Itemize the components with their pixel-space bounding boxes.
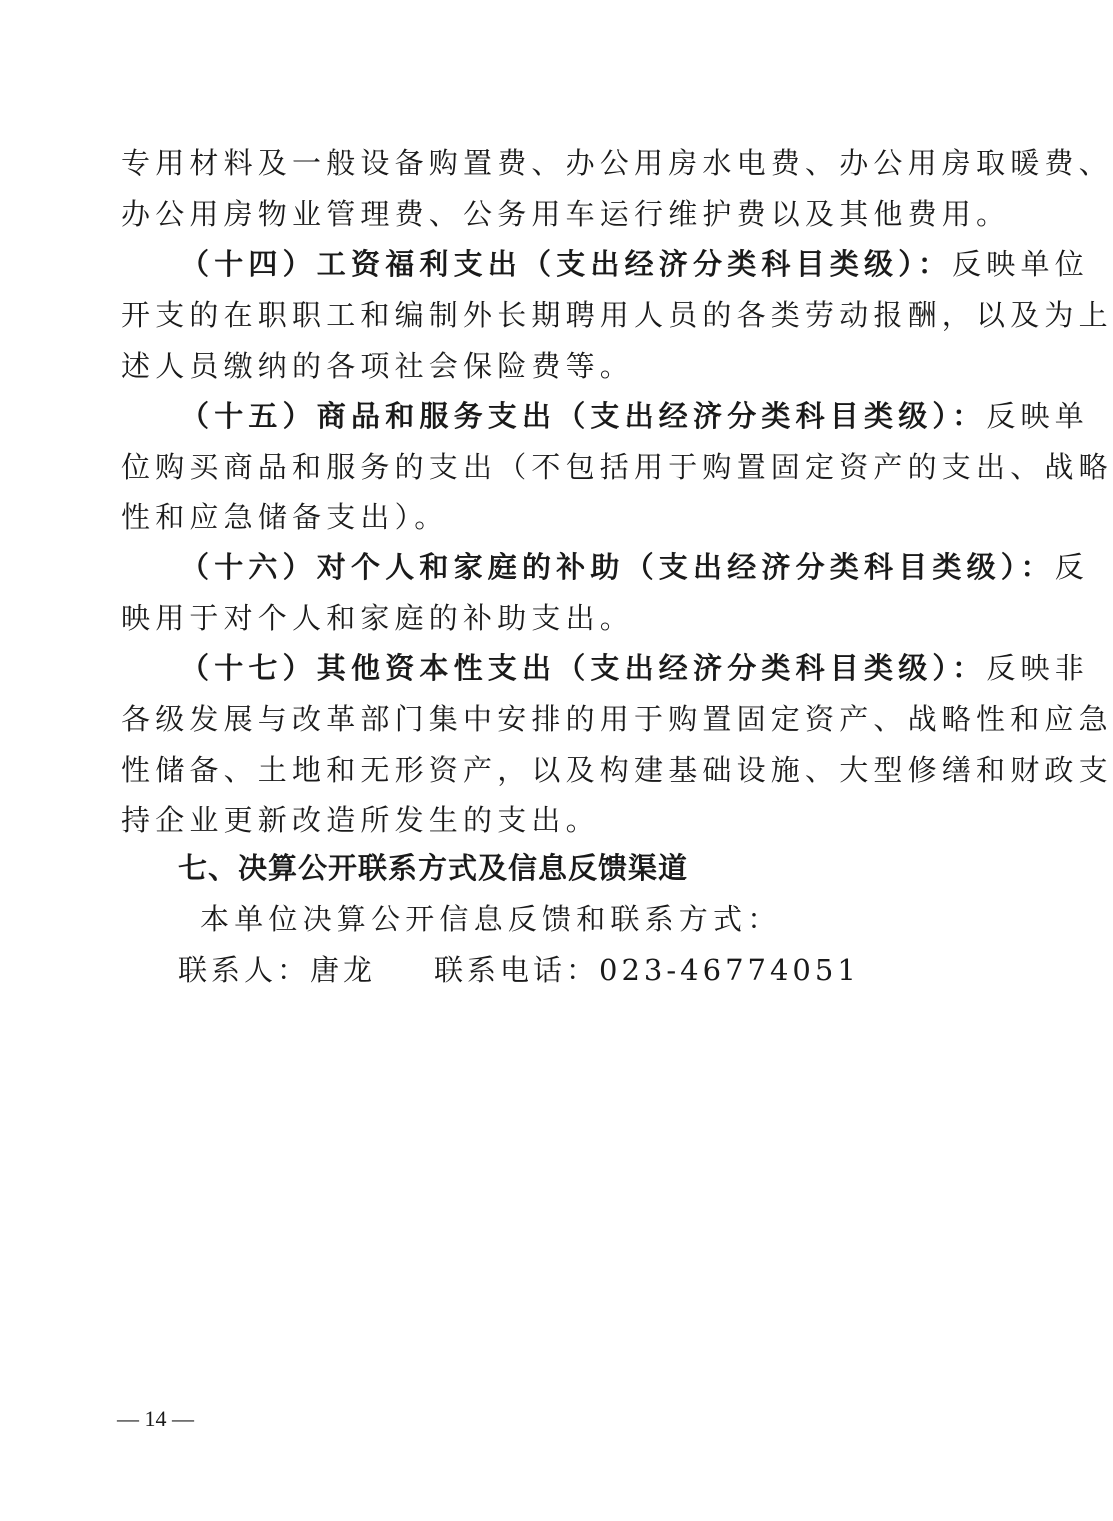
paragraph-line: 持企业更新改造所发生的支出。 xyxy=(121,803,600,837)
item-14-text: 反映单位 xyxy=(952,247,1089,281)
paragraph-line: 映用于对个人和家庭的补助支出。 xyxy=(121,601,635,635)
section-7-heading: 七、决算公开联系方式及信息反馈渠道 xyxy=(178,851,689,885)
item-16-first-line xyxy=(180,545,1089,589)
item-16-title: （十六）对个人和家庭的补助（支出经济分类科目类级）： xyxy=(180,550,1055,584)
item-15-text: 反映单 xyxy=(986,399,1089,433)
item-17-text: 反映非 xyxy=(986,651,1089,685)
item-14-title: （十四）工资福利支出（支出经济分类科目类级）： xyxy=(180,247,953,281)
paragraph-line: 专用材料及一般设备购置费、办公用房水电费、办公用房取暖费、 xyxy=(121,146,1113,180)
item-17-title: （十七）其他资本性支出（支出经济分类科目类级）： xyxy=(180,651,987,685)
page-number: — 14 — xyxy=(117,1406,194,1431)
item-15-first-line xyxy=(180,394,1089,438)
item-17-first-line xyxy=(180,646,1089,690)
section-7-intro: 本单位决算公开信息反馈和联系方式： xyxy=(200,902,782,936)
item-15-title: （十五）商品和服务支出（支出经济分类科目类级）： xyxy=(180,399,987,433)
contact-phone: 联系电话：023-46774051 xyxy=(434,953,860,987)
contact-person: 联系人：唐龙 xyxy=(178,953,377,987)
paragraph-line: 性储备、土地和无形资产，以及构建基础设施、大型修缮和财政支 xyxy=(121,753,1113,787)
paragraph-line: 各级发展与改革部门集中安排的用于购置固定资产、战略性和应急 xyxy=(121,702,1113,736)
paragraph-line: 性和应急储备支出）。 xyxy=(121,500,449,534)
paragraph-line: 开支的在职职工和编制外长期聘用人员的各类劳动报酬，以及为上 xyxy=(121,298,1113,332)
item-14-first-line xyxy=(180,242,1089,286)
paragraph-line: 位购买商品和服务的支出（不包括用于购置固定资产的支出、战略 xyxy=(121,450,1113,484)
paragraph-line: 述人员缴纳的各项社会保险费等。 xyxy=(121,349,635,383)
contact-line xyxy=(178,948,860,992)
paragraph-line: 办公用房物业管理费、公务用车运行维护费以及其他费用。 xyxy=(121,197,1011,231)
item-16-text: 反 xyxy=(1054,550,1089,584)
